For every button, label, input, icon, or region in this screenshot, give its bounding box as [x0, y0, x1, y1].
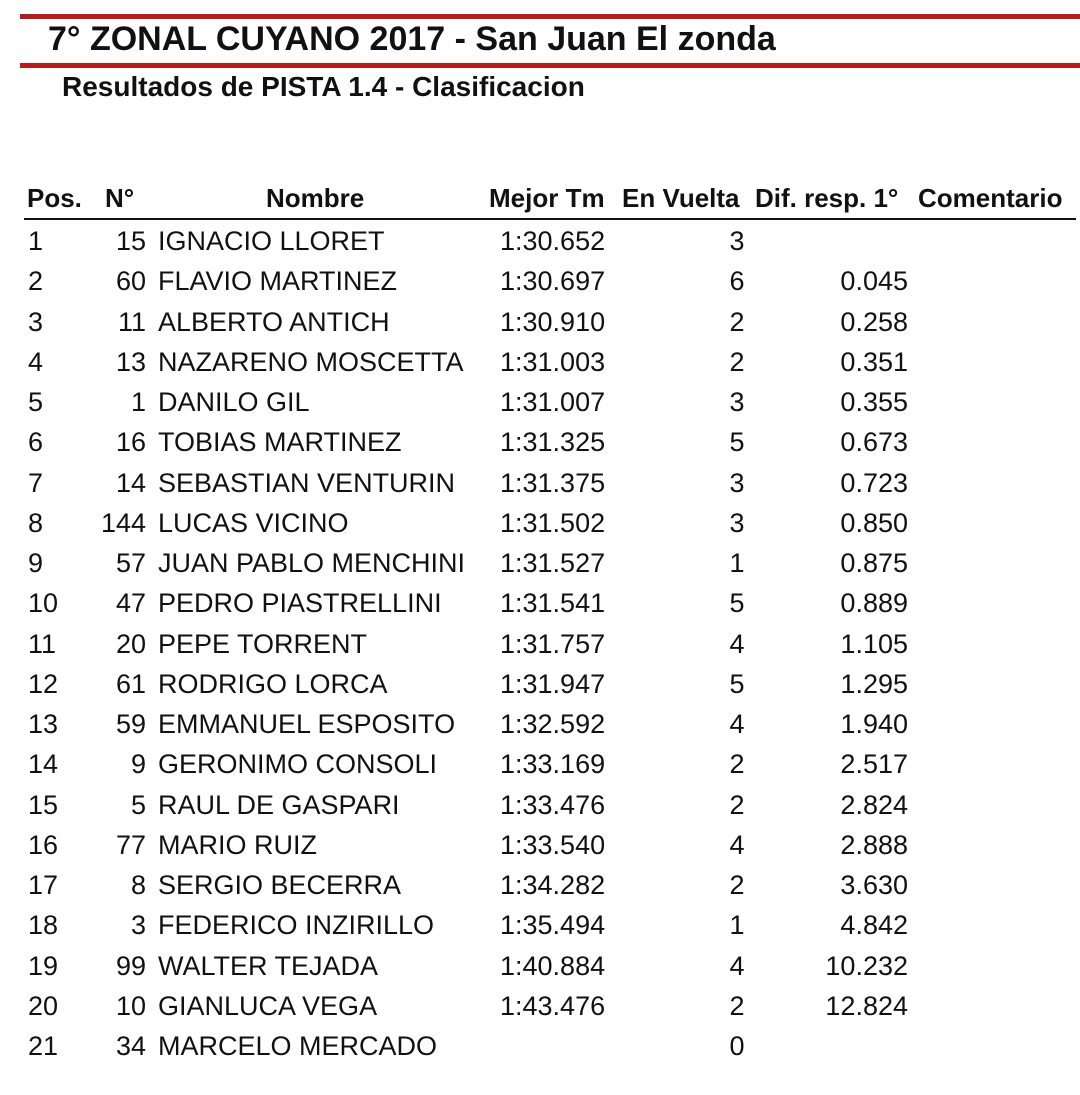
row-position: 3 [28, 306, 44, 337]
row-car-number: 8 [130, 870, 146, 900]
row-best-time: 1:40.884 [500, 950, 606, 981]
row-lap: 5 [729, 427, 745, 458]
row-difference: 1.105 [840, 628, 908, 659]
table-row [0, 905, 1080, 945]
row-car-number: 14 [115, 467, 146, 498]
row-lap: 1 [729, 548, 745, 578]
row-lap: 3 [729, 467, 745, 498]
row-driver-name: SEBASTIAN VENTURIN [158, 467, 456, 498]
row-difference: 3.630 [840, 870, 908, 900]
row-driver-name: PEDRO PIASTRELLINI [158, 588, 442, 619]
row-difference: 0.875 [840, 548, 908, 578]
row-position: 11 [28, 628, 57, 659]
row-position: 9 [28, 548, 44, 578]
row-difference: 10.232 [825, 950, 908, 981]
row-difference: 2.517 [840, 749, 908, 780]
row-best-time: 1:31.325 [500, 427, 606, 458]
row-car-number: 5 [130, 789, 146, 820]
row-position: 19 [28, 950, 59, 981]
row-driver-name: GIANLUCA VEGA [158, 990, 378, 1021]
row-difference: 4.842 [840, 910, 908, 941]
row-driver-name: RODRIGO LORCA [158, 668, 388, 699]
row-driver-name: NAZARENO MOSCETTA [158, 346, 464, 377]
row-lap: 3 [729, 507, 745, 538]
row-difference: 0.850 [840, 507, 908, 538]
column-header-best-time: Mejor Tm [489, 183, 605, 213]
row-driver-name: DANILO GIL [158, 387, 310, 417]
table-row [0, 503, 1080, 543]
row-car-number: 34 [115, 1031, 146, 1061]
row-car-number: 47 [115, 588, 146, 619]
row-lap: 2 [729, 749, 745, 780]
row-lap: 3 [729, 226, 745, 256]
row-difference: 0.355 [840, 387, 908, 417]
row-best-time: 1:43.476 [500, 990, 606, 1021]
table-row [0, 624, 1080, 664]
row-driver-name: IGNACIO LLORET [158, 226, 385, 256]
row-car-number: 11 [117, 306, 146, 337]
table-row [0, 583, 1080, 623]
row-car-number: 57 [115, 548, 146, 578]
table-row [0, 261, 1080, 301]
row-car-number: 1 [130, 387, 146, 417]
row-car-number: 59 [115, 709, 146, 739]
row-car-number: 16 [115, 427, 146, 458]
table-row [0, 986, 1080, 1026]
row-car-number: 10 [115, 990, 146, 1021]
row-car-number: 15 [115, 226, 146, 256]
row-position: 7 [28, 467, 44, 498]
page-subtitle: Resultados de PISTA 1.4 - Clasificacion [62, 71, 585, 102]
row-difference: 0.673 [840, 427, 908, 458]
table-row [0, 463, 1080, 503]
results-table-header [24, 178, 1076, 220]
table-row [0, 382, 1080, 422]
row-driver-name: ALBERTO ANTICH [158, 306, 390, 337]
row-best-time: 1:30.697 [500, 266, 606, 297]
table-row [0, 865, 1080, 905]
page-title: 7° ZONAL CUYANO 2017 - San Juan El zonda [48, 20, 776, 58]
row-best-time: 1:31.757 [500, 628, 606, 659]
row-position: 14 [28, 749, 59, 780]
table-row [0, 785, 1080, 825]
row-difference: 1.940 [840, 709, 908, 739]
row-difference: 12.824 [825, 990, 908, 1021]
column-header-comment: Comentario [918, 183, 1063, 213]
row-best-time: 1:33.540 [500, 829, 606, 860]
row-position: 12 [28, 668, 59, 699]
row-car-number: 77 [115, 829, 146, 860]
row-position: 15 [28, 789, 59, 820]
row-best-time: 1:31.007 [500, 387, 606, 417]
column-header-diff: Dif. resp. 1° [755, 183, 899, 213]
column-header-lap: En Vuelta [622, 183, 740, 213]
table-row [0, 744, 1080, 784]
row-driver-name: MARIO RUIZ [158, 829, 317, 860]
row-driver-name: JUAN PABLO MENCHINI [158, 548, 466, 578]
row-lap: 2 [729, 990, 745, 1021]
row-best-time: 1:31.375 [500, 467, 606, 498]
row-car-number: 60 [115, 266, 146, 297]
row-driver-name: SERGIO BECERRA [158, 870, 402, 900]
row-car-number: 61 [115, 668, 146, 699]
row-best-time: 1:32.592 [500, 709, 606, 739]
row-lap: 2 [729, 346, 745, 377]
row-car-number: 3 [130, 910, 146, 941]
row-best-time: 1:33.476 [500, 789, 606, 820]
row-driver-name: RAUL DE GASPARI [158, 789, 400, 820]
table-row [0, 422, 1080, 462]
row-lap: 2 [729, 870, 745, 900]
row-difference: 1.295 [840, 668, 908, 699]
row-car-number: 9 [130, 749, 146, 780]
row-car-number: 20 [115, 628, 146, 659]
row-position: 17 [28, 870, 59, 900]
row-car-number: 99 [115, 950, 146, 981]
row-position: 2 [28, 266, 44, 297]
row-lap: 5 [729, 668, 745, 699]
column-header-name: Nombre [266, 183, 365, 213]
row-driver-name: TOBIAS MARTINEZ [158, 427, 402, 458]
table-row [0, 1026, 1080, 1066]
row-difference: 0.045 [840, 266, 908, 297]
row-lap: 4 [729, 950, 745, 981]
row-position: 10 [28, 588, 59, 619]
row-best-time: 1:31.527 [500, 548, 606, 578]
row-best-time: 1:31.003 [500, 346, 606, 377]
row-lap: 4 [729, 829, 745, 860]
row-car-number: 13 [115, 346, 146, 377]
row-position: 8 [28, 507, 44, 538]
row-position: 1 [28, 226, 44, 256]
row-difference: 2.888 [840, 829, 908, 860]
row-best-time: 1:33.169 [500, 749, 606, 780]
row-best-time: 1:35.494 [500, 910, 606, 941]
row-best-time: 1:34.282 [500, 870, 606, 900]
row-lap: 2 [729, 306, 745, 337]
row-difference: 0.258 [840, 306, 908, 337]
row-position: 20 [28, 990, 59, 1021]
results-table-body [0, 221, 1080, 1066]
row-lap: 4 [729, 709, 745, 739]
row-lap: 1 [729, 910, 745, 941]
row-difference: 0.723 [840, 467, 908, 498]
table-row [0, 704, 1080, 744]
row-driver-name: PEPE TORRENT [158, 628, 368, 659]
column-header-number: N° [105, 183, 135, 213]
row-lap: 3 [729, 387, 745, 417]
table-row [0, 825, 1080, 865]
table-row [0, 664, 1080, 704]
row-position: 13 [28, 709, 59, 739]
row-driver-name: FEDERICO INZIRILLO [158, 910, 435, 941]
row-car-number: 144 [100, 507, 146, 538]
row-lap: 0 [729, 1031, 745, 1061]
row-lap: 5 [729, 588, 745, 619]
row-best-time: 1:31.947 [500, 668, 606, 699]
column-header-pos: Pos. [27, 183, 82, 213]
row-position: 18 [28, 910, 59, 941]
row-driver-name: EMMANUEL ESPOSITO [158, 709, 456, 739]
row-driver-name: GERONIMO CONSOLI [158, 749, 438, 780]
row-difference: 0.889 [840, 588, 908, 619]
row-driver-name: FLAVIO MARTINEZ [158, 266, 398, 297]
row-lap: 6 [729, 266, 745, 297]
row-position: 5 [28, 387, 44, 417]
row-position: 6 [28, 427, 44, 458]
row-difference: 0.351 [840, 346, 908, 377]
row-driver-name: MARCELO MERCADO [158, 1031, 438, 1061]
row-position: 16 [28, 829, 59, 860]
row-driver-name: LUCAS VICINO [158, 507, 349, 538]
row-lap: 4 [729, 628, 745, 659]
row-difference: 2.824 [840, 789, 908, 820]
table-row [0, 342, 1080, 382]
row-best-time: 1:30.910 [500, 306, 606, 337]
row-best-time: 1:30.652 [500, 226, 606, 256]
row-driver-name: WALTER TEJADA [158, 950, 379, 981]
row-position: 21 [28, 1031, 59, 1061]
row-position: 4 [28, 346, 44, 377]
row-best-time: 1:31.502 [500, 507, 606, 538]
table-row [0, 946, 1080, 986]
table-row [0, 543, 1080, 583]
table-row [0, 221, 1080, 261]
table-row [0, 302, 1080, 342]
row-lap: 2 [729, 789, 745, 820]
row-best-time: 1:31.541 [500, 588, 606, 619]
